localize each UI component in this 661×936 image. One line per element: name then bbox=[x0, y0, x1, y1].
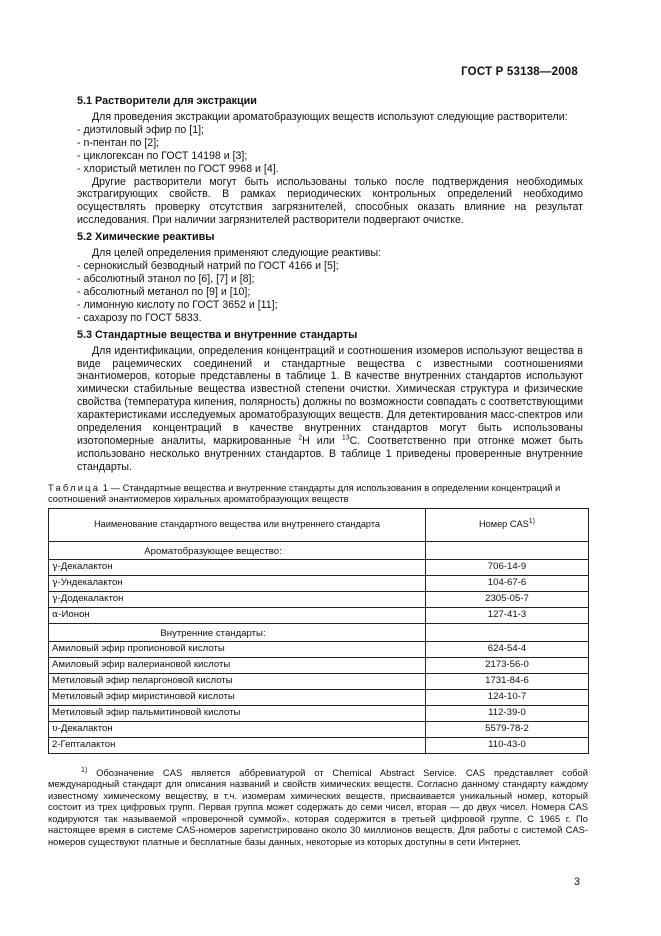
substance-name-cell bbox=[49, 575, 426, 591]
section-5-1-paragraph: Другие растворители могут быть использованы только после подтверждения необходимых экстрагирующих свойств. В рамках периодических контрольных определений необходимо осуществлять проверку отсутствия загрязнителей, способных оказать влияние на результат исследования. При наличии загрязнителей растворители подвергают очистке. bbox=[77, 175, 583, 227]
substance-name-cell bbox=[49, 721, 426, 737]
substance-name: Амиловый эфир валериановой кислоты bbox=[52, 658, 231, 670]
cas-number-cell: 112-39-0 bbox=[426, 705, 589, 721]
section-5-3 bbox=[77, 329, 583, 474]
cas-number-cell: 2173-56-0 bbox=[426, 657, 589, 673]
list-item: - циклогексан по ГОСТ 14198 и [3]; bbox=[77, 149, 248, 162]
superscript: 13 bbox=[341, 434, 350, 442]
cas-number-cell: 5579-78-2 bbox=[426, 721, 589, 737]
page-content bbox=[48, 95, 588, 847]
list-item: - абсолютный метанол по [9] и [10]; bbox=[77, 285, 251, 298]
paragraph-text: H или bbox=[302, 434, 342, 447]
substance-name-cell bbox=[49, 607, 426, 623]
section-5-2-title: 5.2 Химические реактивы bbox=[77, 231, 215, 244]
substance-name: -Ундекалактон bbox=[57, 576, 123, 588]
substance-name: -Декалактон bbox=[57, 722, 113, 734]
table-row bbox=[49, 607, 589, 623]
section-5-3-title: 5.3 Стандартные вещества и внутренние стандарты bbox=[77, 328, 358, 341]
section-5-3-paragraph bbox=[77, 345, 583, 474]
footnote bbox=[48, 767, 588, 848]
footnote-mark: 1) bbox=[81, 766, 88, 774]
cas-number-cell: 124-10-7 bbox=[426, 689, 589, 705]
solvent-list bbox=[77, 124, 583, 176]
table-header-row bbox=[49, 508, 589, 541]
section-5-1-title: 5.1 Растворители для экстракции bbox=[77, 95, 257, 107]
substance-name-cell bbox=[49, 673, 426, 689]
substance-name: Метиловый эфир пеларгоновой кислоты bbox=[52, 674, 233, 686]
table-group-row bbox=[49, 541, 589, 559]
table-row bbox=[49, 689, 589, 705]
caption-text: 1 — Стандартные вещества и внутренние стандарты для использования в определении концентраций и соотношений энантиомеров хиральных ароматобразующих веществ bbox=[48, 481, 561, 505]
cas-number-cell: 110-43-0 bbox=[426, 737, 589, 753]
reagent-list bbox=[77, 260, 583, 325]
document-header: ГОСТ Р 53138—2008 bbox=[461, 66, 578, 78]
substance-name-cell bbox=[49, 705, 426, 721]
substance-name-cell bbox=[49, 737, 426, 753]
cas-number-cell: 104-67-6 bbox=[426, 575, 589, 591]
substance-name-cell bbox=[49, 559, 426, 575]
substance-name: -Ионон bbox=[58, 608, 90, 620]
table-row bbox=[49, 705, 589, 721]
section-5-2-intro: Для целей определения применяют следующие реактивы: bbox=[92, 247, 382, 260]
list-item: - лимонную кислоту по ГОСТ 3652 и [11]; bbox=[77, 298, 278, 311]
table-row bbox=[49, 657, 589, 673]
section-5-1 bbox=[77, 95, 583, 227]
list-item: - хлористый метилен по ГОСТ 9968 и [4]. bbox=[77, 162, 279, 175]
column-header-name: Наименование стандартного вещества или внутреннего стандарта bbox=[49, 508, 426, 541]
list-item: - n-пентан по [2]; bbox=[77, 136, 160, 149]
column-header-cas-text: Номер CAS bbox=[479, 519, 529, 530]
footnote-mark: 1) bbox=[528, 518, 535, 526]
footnote-text: Обозначение CAS является аббревиатурой от Chemical Abstract Service. CAS представляет собой международный стандарт для описания названий и свойств химических веществ. Согласно данному стандарту каждому известному химическому веществу, в т.ч. изомерам химических веществ, присваивается уникальный номер, который состоит из трех цифровых групп. Первая группа может содержать до семи чисел, вторая — до двух чисел. Номера CAS кодируются так называемой «проверочной суммой», которая содержится в третьей цифровой группе. С 1965 г. По настоящее время в системе CAS-номеров зарегистрировано около 30 миллионов веществ. Для работы с системой CAS-номеров существуют платные и бесплатные базы данных, некоторые из которых доступны в сети Интернет. bbox=[48, 766, 588, 847]
section-5-1-intro: Для проведения экстракции ароматобразующих веществ используют следующие растворители: bbox=[92, 111, 568, 123]
table-row bbox=[49, 673, 589, 689]
table-cell-empty bbox=[426, 623, 589, 641]
table-row bbox=[49, 737, 589, 753]
greek-prefix: υ bbox=[52, 722, 58, 734]
greek-prefix: γ bbox=[52, 560, 58, 572]
paragraph-text: Для идентификации, определения концентраций и соотношения изомеров используют вещества в виде рацемических соединений и стандартные вещества с известными соотношениями энантиомеров, которые представлены в таблице 1. В качестве внутренних стандартов используют химически стабильные вещества известной степени очистки. Химическая структура и физические свойства (температура кипения, полярность) должны по возможности совпадать с соответствующими характеристиками исследуемых ароматобразующих веществ. Для детектирования масс-спектров или определения концентраций в качестве внутренних стандартов могут быть использованы изотопомерные аналиты, маркированные bbox=[77, 344, 583, 447]
list-item: - абсолютный этанол по [6], [7] и [8]; bbox=[77, 272, 255, 285]
substance-name-cell bbox=[49, 641, 426, 657]
group-label-internal bbox=[49, 623, 426, 641]
group-label-text: Внутренние стандарты: bbox=[160, 627, 266, 639]
table-row bbox=[49, 721, 589, 737]
superscript: 2 bbox=[298, 434, 303, 442]
group-label-aroma bbox=[49, 541, 426, 559]
greek-prefix: α bbox=[52, 608, 59, 620]
list-item: - сахарозу по ГОСТ 5833. bbox=[77, 311, 202, 324]
standards-table bbox=[48, 508, 589, 754]
table-row bbox=[49, 641, 589, 657]
footnote-paragraph bbox=[48, 767, 588, 848]
group-label-text: Ароматобразующее вещество: bbox=[144, 545, 282, 557]
cas-number-cell: 1731-84-6 bbox=[426, 673, 589, 689]
caption-label: Таблица bbox=[48, 481, 101, 493]
section-5-2 bbox=[77, 231, 583, 324]
substance-name: Метиловый эфир миристиновой кислоты bbox=[52, 690, 235, 702]
cas-number-cell: 706-14-9 bbox=[426, 559, 589, 575]
list-item: - диэтиловый эфир по [1]; bbox=[77, 123, 204, 136]
cas-number-cell: 624-54-4 bbox=[426, 641, 589, 657]
table-row bbox=[49, 575, 589, 591]
column-header-cas bbox=[426, 508, 589, 541]
table-cell-empty bbox=[426, 541, 589, 559]
page-number: 3 bbox=[573, 876, 580, 888]
substance-name: -Декалактон bbox=[57, 560, 113, 572]
table-row bbox=[49, 559, 589, 575]
cas-number-cell: 127-41-3 bbox=[426, 607, 589, 623]
substance-name: Метиловый эфир пальмитиновой кислоты bbox=[52, 706, 241, 718]
table-group-row bbox=[49, 623, 589, 641]
substance-name: -Додекалактон bbox=[57, 592, 124, 604]
table-caption bbox=[48, 482, 578, 505]
substance-name: 2-Гепталактон bbox=[52, 738, 116, 750]
table-row bbox=[49, 591, 589, 607]
list-item: - сернокислый безводный натрий по ГОСТ 4166 и [5]; bbox=[77, 260, 339, 273]
cas-number-cell: 2305-05-7 bbox=[426, 591, 589, 607]
substance-name-cell bbox=[49, 657, 426, 673]
paragraph-text: C. Соответственно при отгонке может быть использовано несколько внутренних стандартов. В таблице 1 приведены проверенные внутренние стандарты. bbox=[77, 434, 583, 473]
substance-name-cell bbox=[49, 591, 426, 607]
greek-prefix: γ bbox=[52, 576, 58, 588]
substance-name: Амиловый эфир пропионовой кислоты bbox=[52, 642, 225, 654]
greek-prefix: γ bbox=[52, 592, 58, 604]
substance-name-cell bbox=[49, 689, 426, 705]
